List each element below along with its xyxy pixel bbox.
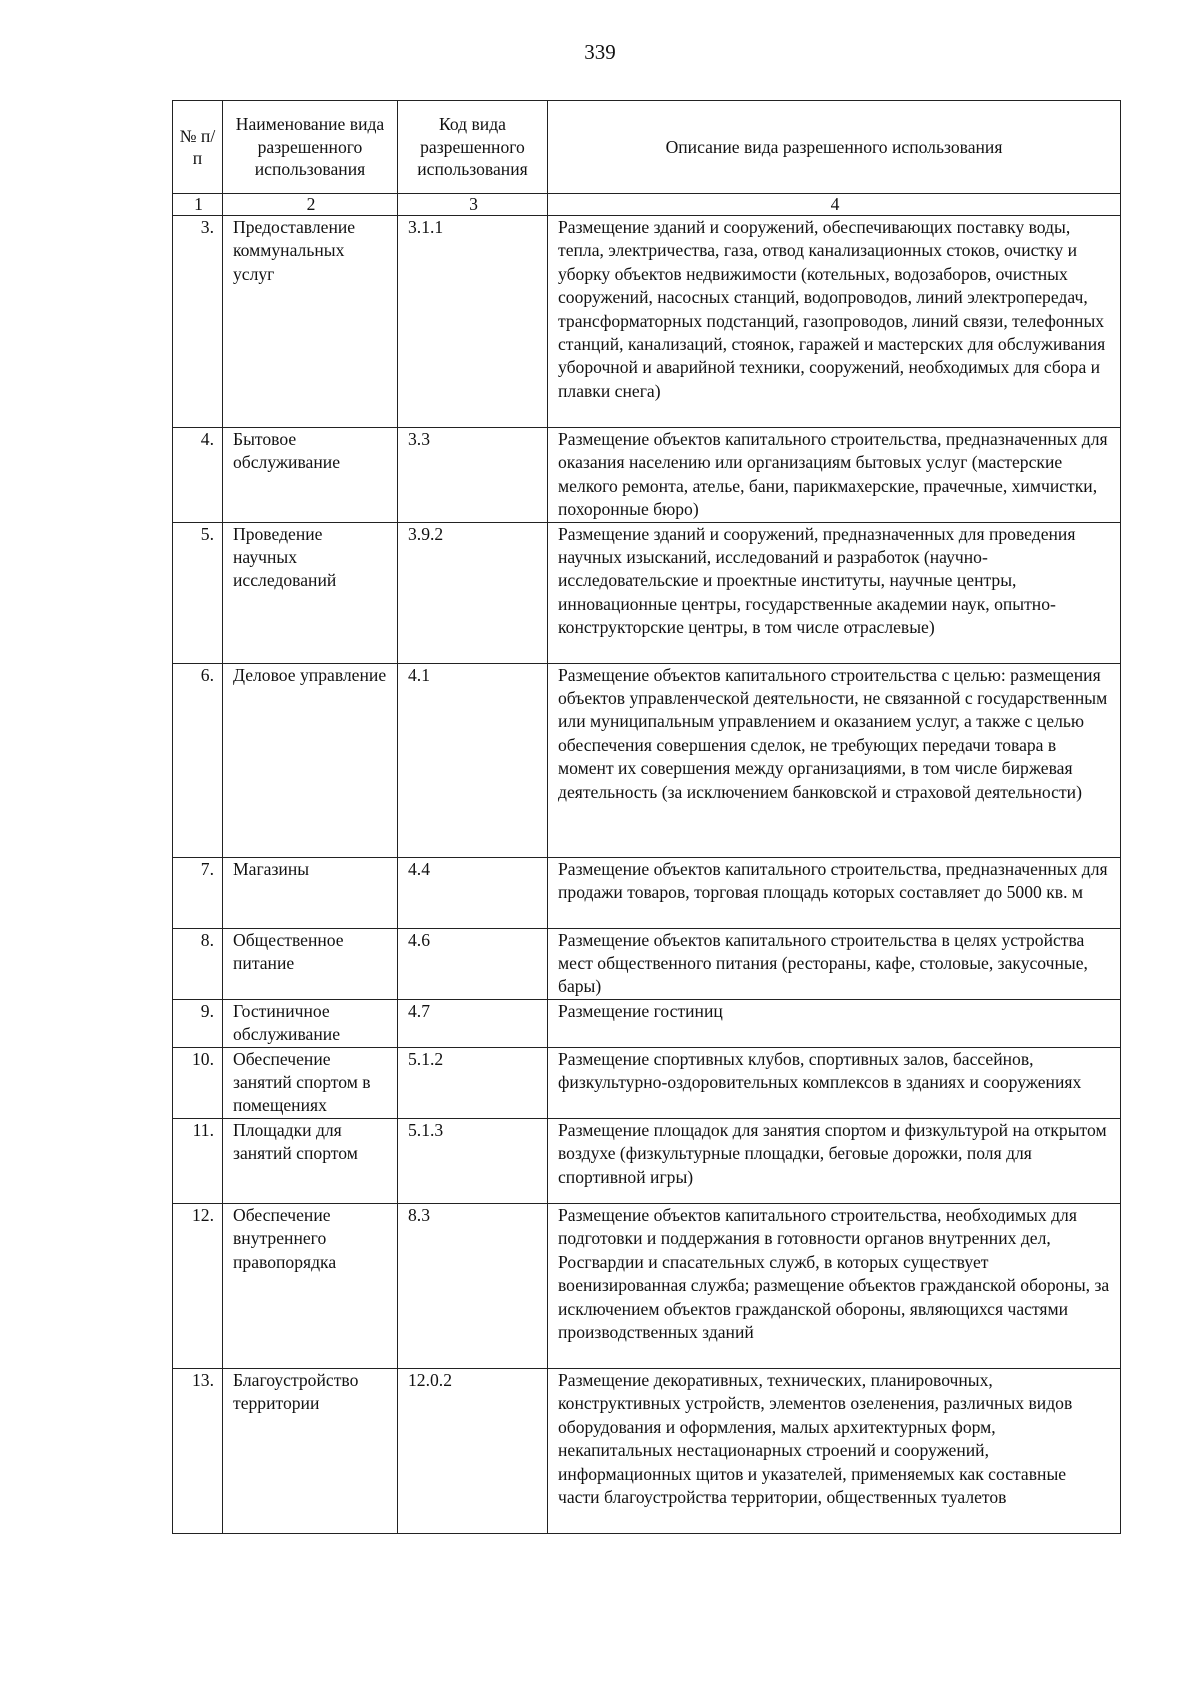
table-row — [173, 1368, 1121, 1533]
row-number: 8. — [173, 928, 223, 999]
row-number: 11. — [173, 1118, 223, 1203]
table-row — [173, 999, 1121, 1047]
use-description: Размещение объектов капитального строительства, необходимых для подготовки и поддержания в готовности органов внутренних дел, Росгвардии и спасательных служб, в которых существует военизированная служба; размещение объектов гражданской обороны, за исключением объектов гражданской обороны, являющихся частями производственных зданий — [548, 1203, 1121, 1368]
use-description: Размещение зданий и сооружений, предназначенных для проведения научных изысканий, исследований и разработок (научно-исследовательские и проектные институты, научные центры, инновационные центры, государственные академии наук, опытно-конструкторские центры, в том числе отраслевые) — [548, 522, 1121, 663]
column-number: 3 — [398, 194, 548, 216]
table-row — [173, 857, 1121, 928]
use-code: 4.7 — [398, 999, 548, 1047]
use-description: Размещение объектов капитального строительства в целях устройства мест общественного питания (рестораны, кафе, столовые, закусочные, бары) — [548, 928, 1121, 999]
table-row — [173, 1118, 1121, 1203]
column-number: 1 — [173, 194, 223, 216]
use-name: Обеспечение внутреннего правопорядка — [223, 1203, 398, 1368]
use-description: Размещение объектов капитального строительства с целью: размещения объектов управленческой деятельности, не связанной с государственным или муниципальным управлением и оказанием услуг, а также с целью обеспечения совершения сделок, не требующих передачи товара в момент их совершения между организациями, в том числе биржевая деятельность (за исключением банковской и страховой деятельности) — [548, 663, 1121, 857]
row-number: 13. — [173, 1368, 223, 1533]
column-number: 4 — [548, 194, 1121, 216]
use-name: Благоустройство территории — [223, 1368, 398, 1533]
row-number: 6. — [173, 663, 223, 857]
use-name: Обеспечение занятий спортом в помещениях — [223, 1047, 398, 1118]
header-desc: Описание вида разрешенного использования — [548, 101, 1121, 194]
permitted-use-table — [172, 100, 1121, 1534]
use-name: Предоставление коммунальных услуг — [223, 216, 398, 428]
table-row — [173, 928, 1121, 999]
use-name: Деловое управление — [223, 663, 398, 857]
use-description: Размещение объектов капитального строительства, предназначенных для оказания населению или организациям бытовых услуг (мастерские мелкого ремонта, ателье, бани, парикмахерские, прачечные, химчистки, похоронные бюро) — [548, 428, 1121, 523]
table-header-row — [173, 101, 1121, 194]
use-description: Размещение спортивных клубов, спортивных залов, бассейнов, физкультурно-оздоровительных комплексов в зданиях и сооружениях — [548, 1047, 1121, 1118]
row-number: 10. — [173, 1047, 223, 1118]
row-number: 9. — [173, 999, 223, 1047]
use-code: 4.6 — [398, 928, 548, 999]
use-code: 5.1.3 — [398, 1118, 548, 1203]
use-code: 3.1.1 — [398, 216, 548, 428]
row-number: 3. — [173, 216, 223, 428]
use-name: Площадки для занятий спортом — [223, 1118, 398, 1203]
page-number: 339 — [584, 40, 616, 64]
use-code: 4.1 — [398, 663, 548, 857]
table-row — [173, 663, 1121, 857]
use-description: Размещение зданий и сооружений, обеспечивающих поставку воды, тепла, электричества, газа, отвод канализационных стоков, очистку и уборку объектов недвижимости (котельных, водозаборов, очистных сооружений, насосных станций, водопроводов, линий электропередач, трансформаторных подстанций, газопроводов, линий связи, телефонных станций, канализаций, стоянок, гаражей и мастерских для обслуживания уборочной и аварийной техники, сооружений, необходимых для сбора и плавки снега) — [548, 216, 1121, 428]
table-row — [173, 1047, 1121, 1118]
use-description: Размещение площадок для занятия спортом и физкультурой на открытом воздухе (физкультурные площадки, беговые дорожки, поля для спортивной игры) — [548, 1118, 1121, 1203]
use-code: 3.9.2 — [398, 522, 548, 663]
table-row — [173, 522, 1121, 663]
header-num: № п/п — [173, 101, 223, 194]
use-code: 3.3 — [398, 428, 548, 523]
use-description: Размещение объектов капитального строительства, предназначенных для продажи товаров, торговая площадь которых составляет до 5000 кв. м — [548, 857, 1121, 928]
table-row — [173, 428, 1121, 523]
column-number: 2 — [223, 194, 398, 216]
header-name: Наименование вида разрешенного использования — [223, 101, 398, 194]
row-number: 12. — [173, 1203, 223, 1368]
use-description: Размещение гостиниц — [548, 999, 1121, 1047]
use-name: Гостиничное обслуживание — [223, 999, 398, 1047]
use-description: Размещение декоративных, технических, планировочных, конструктивных устройств, элементов озеленения, различных видов оборудования и оформления, малых архитектурных форм, некапитальных нестационарных строений и сооружений, информационных щитов и указателей, применяемых как составные части благоустройства территории, общественных туалетов — [548, 1368, 1121, 1533]
row-number: 7. — [173, 857, 223, 928]
use-name: Магазины — [223, 857, 398, 928]
use-name: Проведение научных исследований — [223, 522, 398, 663]
table-row — [173, 216, 1121, 428]
row-number: 4. — [173, 428, 223, 523]
row-number: 5. — [173, 522, 223, 663]
use-code: 4.4 — [398, 857, 548, 928]
use-code: 5.1.2 — [398, 1047, 548, 1118]
table-row — [173, 1203, 1121, 1368]
column-number-row — [173, 194, 1121, 216]
use-code: 8.3 — [398, 1203, 548, 1368]
use-name: Общественное питание — [223, 928, 398, 999]
use-name: Бытовое обслуживание — [223, 428, 398, 523]
use-code: 12.0.2 — [398, 1368, 548, 1533]
header-code: Код вида разрешенного использования — [398, 101, 548, 194]
